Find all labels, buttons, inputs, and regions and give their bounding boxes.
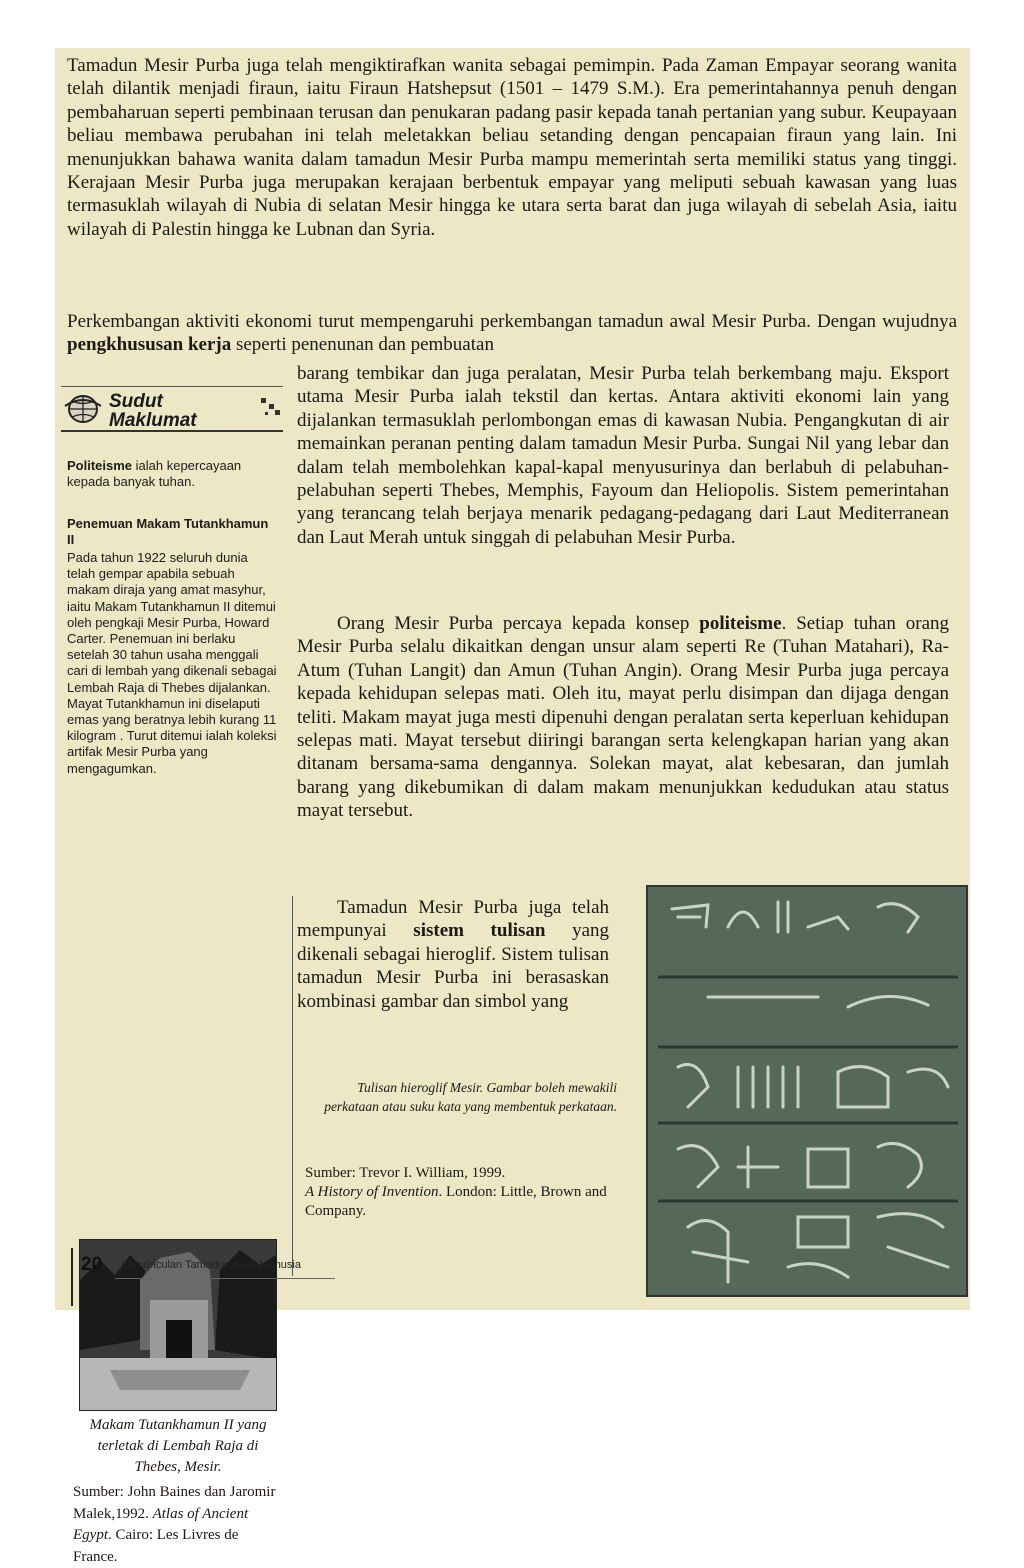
text: Tamadun Mesir Purba juga telah mempunyai <box>297 897 609 942</box>
sidebar-header <box>61 390 283 432</box>
text: . Cairo: Les Livres de France. <box>73 1527 239 1565</box>
sidebar-body: Pada tahun 1922 seluruh dunia telah gempar apabila sebuah makam diraja yang amat masyhur, iaitu Makam Tutankhamun II ditemui oleh pengkaji Mesir Purba, Howard Carter. Penemuan ini berlaku setelah 30 tahun usaha menggali cari di lembah yang dikenali sebagai Lembah Raja di Thebes dijalankan. Mayat Tutankhamun ini diselaputi emas yang beratnya lebih kurang 11 kilogram . Turut ditemui ialah koleksi artifak Mesir Purba yang mengagumkan. <box>67 550 277 776</box>
paragraph-economy-intro <box>67 310 957 357</box>
page-number: 20 <box>81 1254 103 1275</box>
paragraph-writing <box>297 896 609 1013</box>
photo-source <box>73 1482 283 1568</box>
divider <box>61 386 283 387</box>
paragraph-hatshepsut: Tamadun Mesir Purba juga telah mengiktirafkan wanita sebagai pemimpin. Pada Zaman Empayar seorang wanita telah dilantik menjadi firaun, iaitu Firaun Hatshepsut (1501 – 1479 S.M.). Era pemerintahannya penuh dengan pembaharuan seperti pembinaan terusan dan penukaran padang pasir kepada tanah pertanian yang subur. Keupayaan beliau membawa perubahan ini telah meletakkan beliau setanding dengan pencapaian firaun yang lain. Ini menunjukkan bahawa wanita dalam tamadun Mesir Purba mampu memerintah serta memiliki status yang tinggi. Kerajaan Mesir Purba juga merupakan kerajaan berbentuk empayar yang meliputi sebuah kawasan yang luas termasuklah wilayah di Nubia di selatan Mesir hingga ke utara serta barat dan juga wilayah di sebelah Asia, iaitu wilayah di Palestin hingga ke Lubnan dan Syria. <box>67 55 957 240</box>
text: seperti penenunan dan pembuatan <box>231 334 494 356</box>
paragraph-economy: barang tembikar dan juga peralatan, Mesir Purba telah berkembang maju. Eksport utama Mesir Purba ialah tekstil dan kertas. Antara aktiviti ekonomi lain yang dijalankan termasuklah perlombongan emas di kawasan Nubia. Pengangkutan di air memainkan peranan penting dalam tamadun Mesir Purba. Sungai Nil yang lebar dan dalam telah membolehkan kapal-kapal menyusurinya dan berlabuh di pelabuhan-pelabuhan seperti Thebes, Memphis, Fayoum dan Heliopolis. Sistem pemerintahan yang terancang telah berjaya menarik pedagang-pedagang dari Laut Mediterranean dan Laut Merah untuk singgah di pelabuhan Mesir Purba. <box>297 363 949 548</box>
text: ialah kepercayaan kepada banyak tuhan. <box>67 458 242 490</box>
key-term-sistem-tulisan: sistem tulisan <box>413 920 546 942</box>
sidebar-subheading: Penemuan Makam Tutankhamun II <box>67 516 269 548</box>
globe-icon <box>63 392 103 426</box>
text: Sumber: Trevor I. William, 1999. <box>305 1165 506 1181</box>
sidebar-title-line2: Maklumat <box>109 410 197 431</box>
text: . London: Little, Brown and Company. <box>305 1184 607 1219</box>
key-term-politeisme: politeisme <box>699 613 782 634</box>
sidebar-title <box>109 392 197 430</box>
sidebar-term: Politeisme <box>67 458 133 473</box>
paragraph-religion <box>297 612 949 823</box>
column-divider <box>292 896 293 1276</box>
text: Orang Mesir Purba percaya kepada konsep <box>337 613 700 634</box>
key-term-pengkhususan: pengkhususan kerja <box>67 334 232 356</box>
figure-source <box>305 1164 635 1221</box>
source-book-title: A History of Invention <box>305 1184 439 1200</box>
sidebar-title-line1: Sudut <box>109 391 163 412</box>
textbook-page <box>55 48 970 1565</box>
sidebar-definition <box>67 458 279 490</box>
source-book-title: Atlas of Ancient Egypt <box>73 1505 249 1543</box>
text: Sumber: John Baines dan Jaromir Malek,1992. <box>73 1484 276 1522</box>
sparkle-icon <box>257 396 283 422</box>
text: Perkembangan aktiviti ekonomi turut mempengaruhi perkembangan tamadun awal Mesir Purba. Dengan wujudnya <box>67 311 957 332</box>
text: yang dikenali sebagai hieroglif. Sistem tulisan tamadun Mesir Purba ini berasaskan kombinasi gambar dan simbol yang <box>297 920 609 1012</box>
figure-caption: Tulisan hieroglif Mesir. Gambar boleh mewakili perkataan atau suku kata yang membentuk perkataan. <box>324 1080 617 1114</box>
text: . Setiap tuhan orang Mesir Purba selalu dikaitkan dengan unsur alam seperti Re (Tuhan Matahari), Ra-Atum (Tuhan Langit) dan Amun (Tuhan Angin). Orang Mesir Purba juga percaya kepada kehidupan selepas mati. Oleh itu, mayat perlu disimpan dan dijaga dengan teliti. Makam mayat juga mesti dipenuhi dengan peralatan serta keperluan kehidupan selepas mati. Mayat tersebut diiringi barangan serta kelengkapan harian yang akan ditanam bersama-sama dengannya. Solekan mayat, alat kebesaran, dan jumlah barang yang dikebumikan di dalam makam menunjukkan kedudukan atau status mayat tersebut. <box>297 613 949 822</box>
hieroglyph-image <box>646 885 968 1297</box>
chapter-title: Kemunculan Tamadun Awal Manusia <box>121 1259 301 1271</box>
sidebar-sudut-maklumat <box>61 386 283 1565</box>
footer-underline <box>115 1278 335 1279</box>
photo-caption: Makam Tutankhamun II yang terletak di Lembah Raja di Thebes, Mesir. <box>89 1417 267 1475</box>
footer-divider <box>71 1248 73 1306</box>
